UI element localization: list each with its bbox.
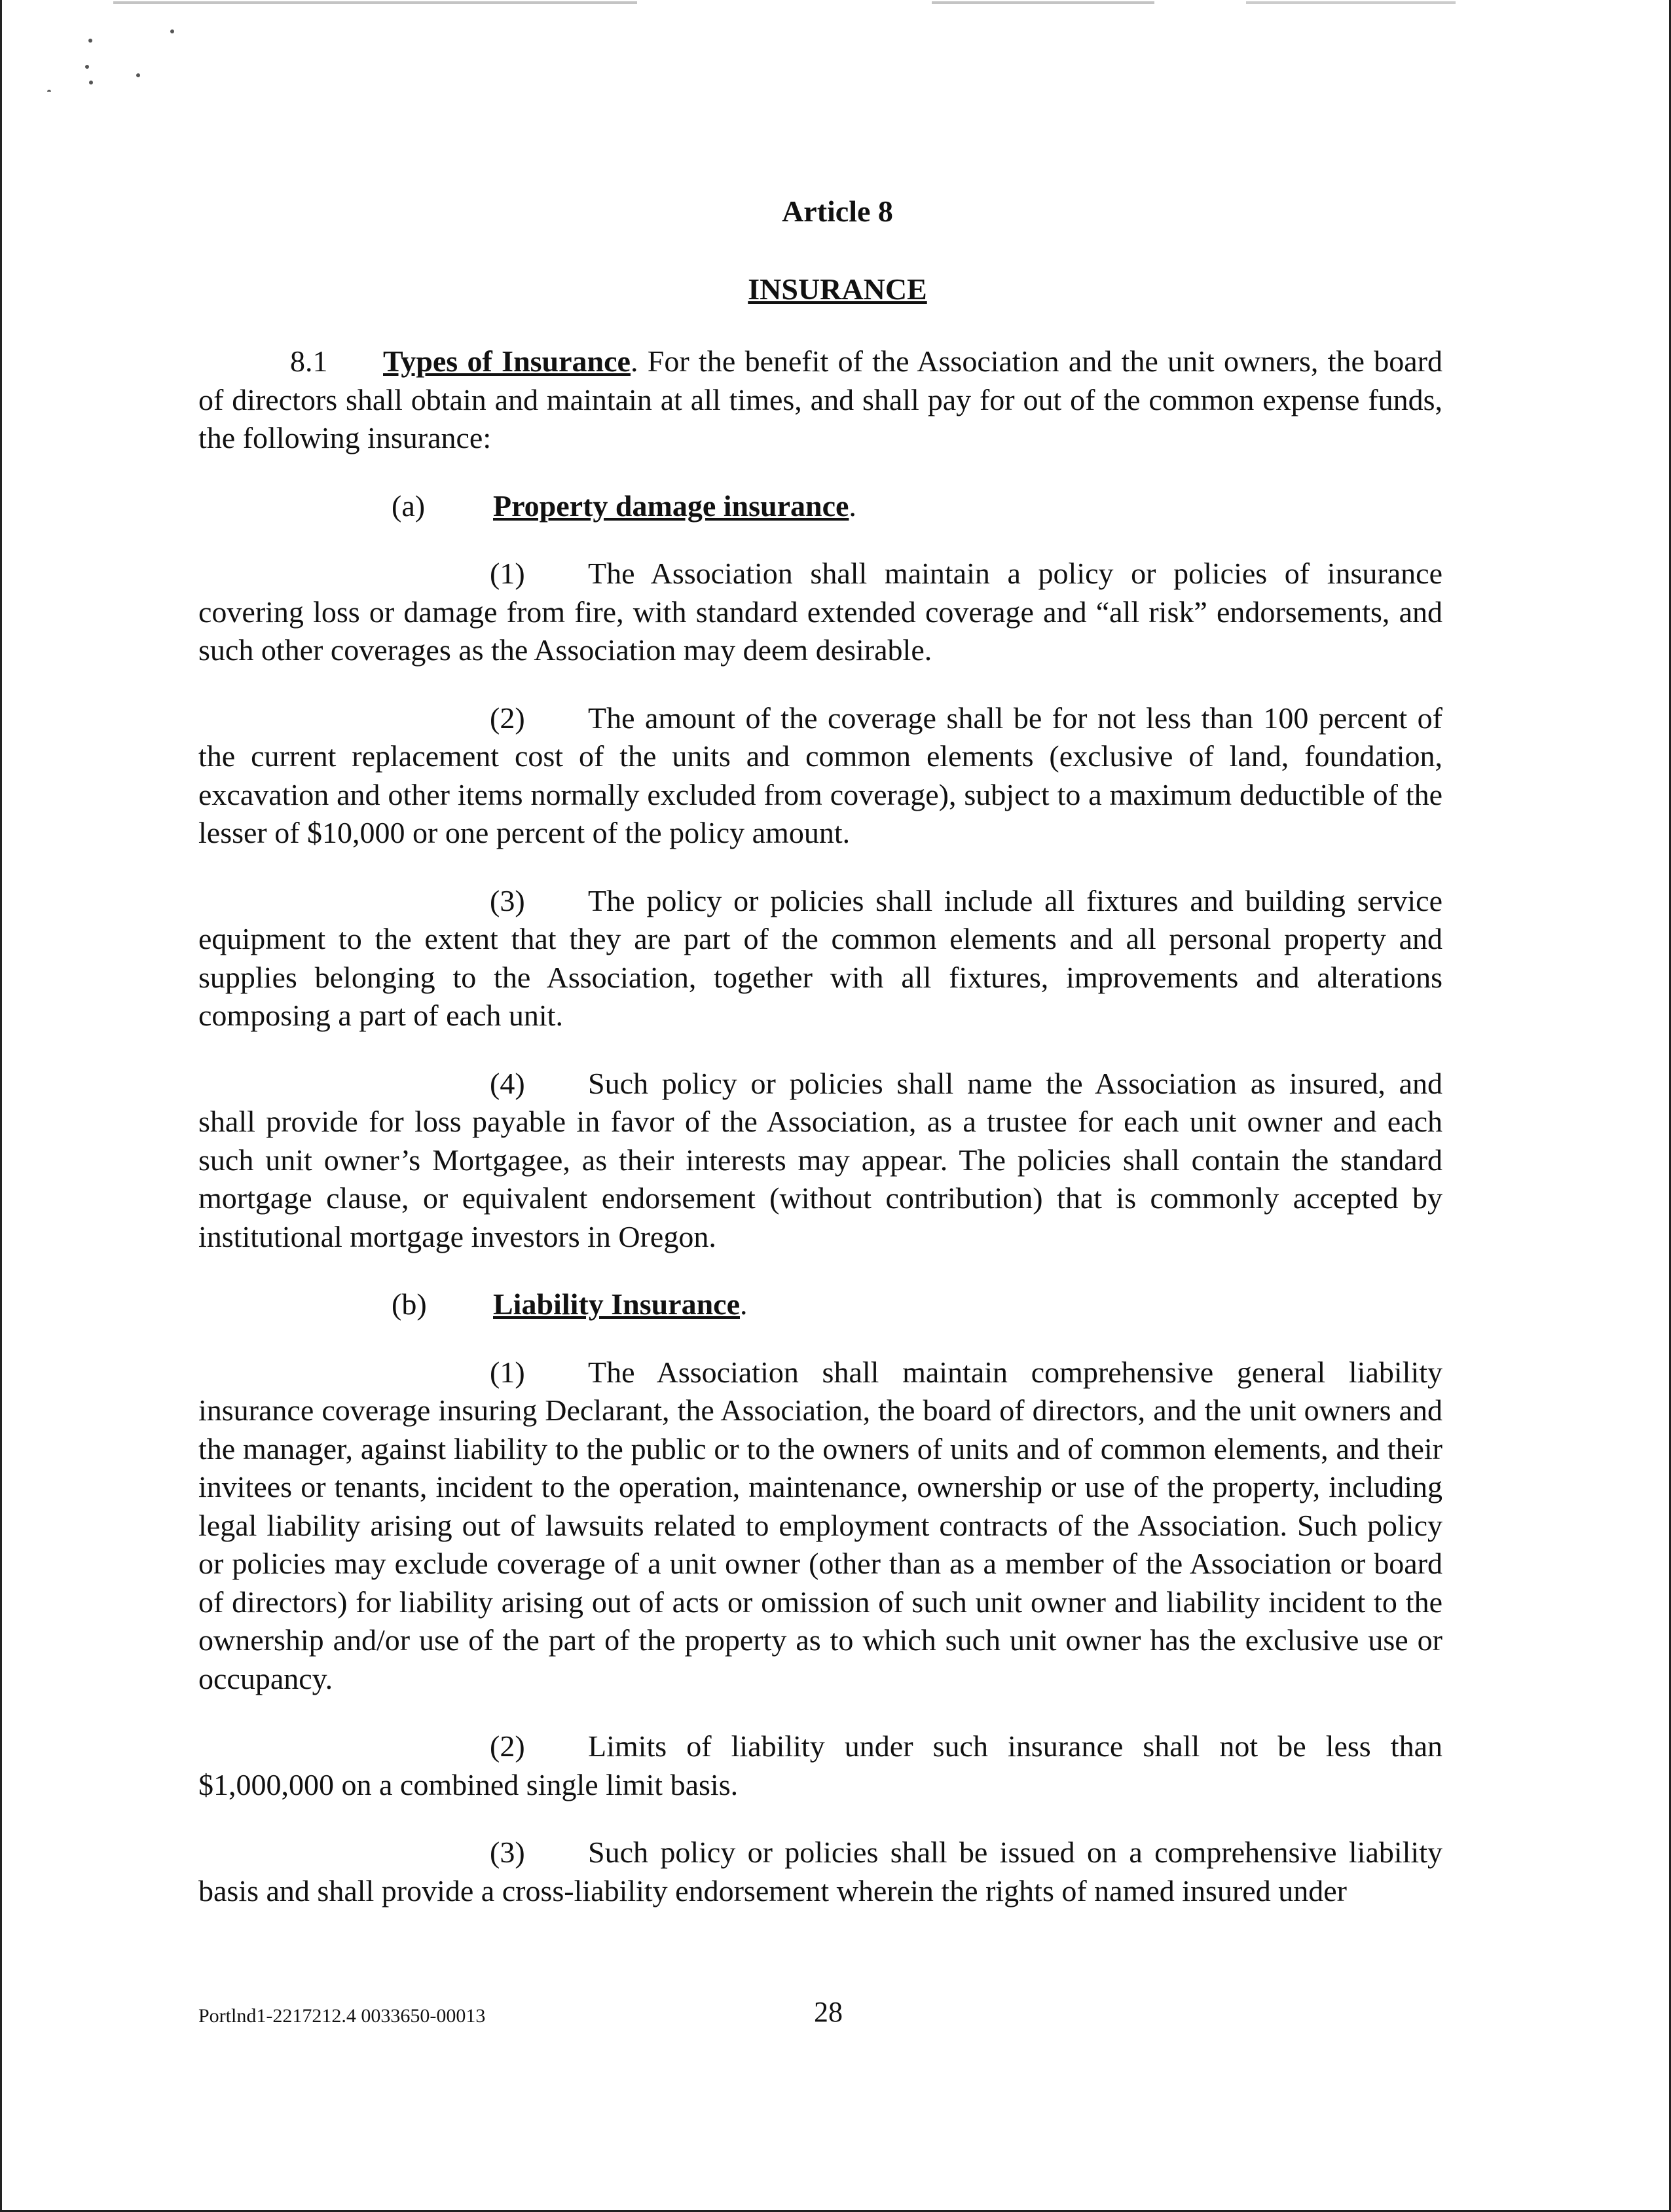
clause-text: The Association shall maintain a policy or policies of insurance covering loss or damage from fire, with standard extended coverage and “all risk” endorsements, and such other coverages as the Association may deem desirable.	[198, 557, 1442, 667]
paragraph-8-1	[198, 342, 1442, 458]
subsection-letter: (b)	[392, 1287, 427, 1321]
section-title: INSURANCE	[748, 272, 927, 306]
clause-number: (2)	[490, 1729, 525, 1763]
page-number: 28	[814, 1996, 843, 2028]
scan-artifacts	[2, 0, 1671, 92]
clause-text: Such policy or policies shall be issued on a comprehensive liability basis and shall provide a cross-liability endorsement wherein the rights of named insured under	[198, 1835, 1442, 1908]
subsection-a-heading: (a) Property damage insurance.	[198, 487, 1442, 526]
clause-number: (3)	[490, 883, 525, 917]
clause-text: The Association shall maintain comprehensive general liability insurance coverage insuring Declarant, the Association, the board of directors, and the unit owners and the manager, against liability to the public or to the owners of units and of common elements, and their invitees or tenants, incident to the operation, maintenance, ownership or use of the property, including legal liability arising out of lawsuits related to employment contracts of the Association. Such policy or policies may exclude coverage of a unit owner (other than as a member of the Association or board of directors) for liability arising out of acts or omission of such unit owner and liability incident to the ownership and/or use of the part of the property as to which such unit owner has the exclusive use or occupancy.	[198, 1355, 1442, 1695]
section-text: . For the benefit of the Association and the unit owners, the board of directors shall obtain and maintain at all times, and shall pay for out of the common expense funds, the following insurance:	[198, 344, 1442, 454]
clause-number: (1)	[490, 557, 525, 590]
subsection-title: Liability Insurance	[493, 1287, 741, 1321]
clause-a-3	[198, 882, 1442, 1035]
clause-a-1	[198, 555, 1442, 670]
clause-b-2	[198, 1727, 1442, 1804]
subsection-b-heading: (b) Liability Insurance.	[198, 1285, 1442, 1324]
clause-number: (2)	[490, 701, 525, 735]
section-number: 8.1	[290, 344, 328, 378]
clause-number: (4)	[490, 1066, 525, 1100]
document-id: Portlnd1-2217212.4 0033650-00013	[198, 2005, 486, 2027]
clause-number: (3)	[490, 1835, 525, 1869]
subsection-title: Property damage insurance	[493, 488, 849, 523]
clause-b-1	[198, 1354, 1442, 1699]
clause-text: Limits of liability under such insurance shall not be less than $1,000,000 on a combined single limit basis.	[198, 1729, 1442, 1801]
clause-text: The amount of the coverage shall be for not less than 100 percent of the current replacement cost of the units and common elements (exclusive of land, foundation, excavation and other items normally excluded from coverage), subject to a maximum deductible of the lesser of $10,000 or one percent of the policy amount.	[198, 701, 1442, 849]
document-body	[198, 342, 1442, 1940]
clause-text: Such policy or policies shall name the Association as insured, and shall provide for loss payable in favor of the Association, as a trustee for each unit owner and each such unit owner’s Mortgagee, as their interests may appear. The policies shall contain the standard mortgage clause, or equivalent endorsement (without contribution) that is commonly accepted by institutional mortgage investors in Oregon.	[198, 1066, 1442, 1253]
clause-text: The policy or policies shall include all fixtures and building service equipment to the extent that they are part of the common elements and all personal property and supplies belonging to the Association, together with all fixtures, improvements and alterations composing a part of each unit.	[198, 883, 1442, 1032]
subsection-letter: (a)	[392, 488, 426, 523]
clause-a-2	[198, 699, 1442, 853]
clause-number: (1)	[490, 1355, 525, 1389]
clause-b-3	[198, 1834, 1442, 1910]
section-heading: Types of Insurance	[383, 344, 631, 378]
article-heading: Article 8	[782, 194, 893, 228]
clause-a-4	[198, 1065, 1442, 1257]
